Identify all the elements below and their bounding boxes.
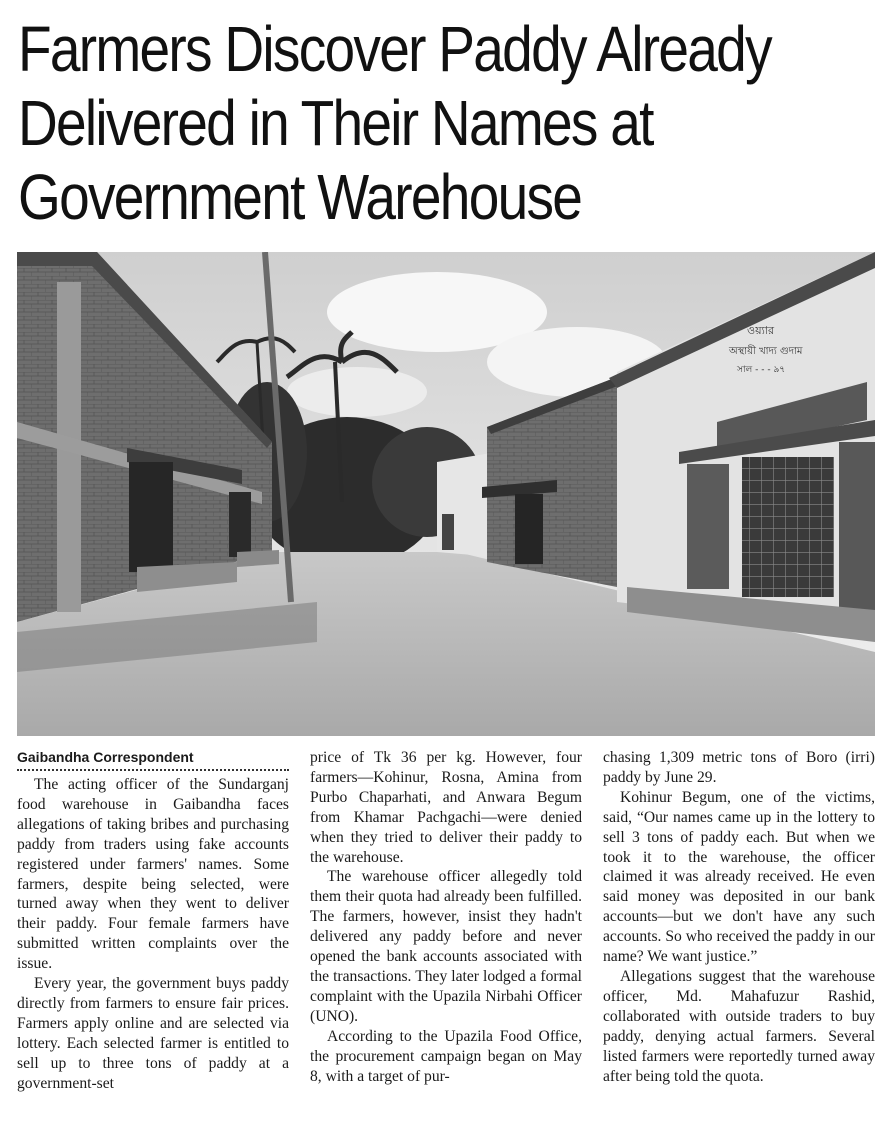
column-2 bbox=[310, 748, 582, 1086]
paragraph: price of Tk 36 per kg. However, four farmers—Kohinur, Rosna, Amina from Purbo Chaparhati, and Anwara Begum from Khamar Pachgachi—were denied when they tried to deliver their paddy to the warehouse. bbox=[310, 749, 582, 866]
warehouse-photo bbox=[17, 252, 875, 736]
wall-sign-line-3: সাল - - - ৯৭ bbox=[737, 365, 786, 375]
paragraph: Kohinur Begum, one of the victims, said, “Our names came up in the lottery to sell 3 tons of paddy each. But when we took it to the warehouse, the officer claimed it was already received. He even said money was deposited in our bank accounts—but we don't have any such accounts. So who received the paddy in our name? We want justice.” bbox=[603, 788, 875, 966]
column-1 bbox=[17, 748, 289, 1094]
paragraph: chasing 1,309 metric tons of Boro (irri) paddy by June 29. bbox=[603, 749, 875, 786]
wall-sign-line-2: অস্থায়ী খাদ্য গুদাম bbox=[729, 346, 803, 357]
article-body bbox=[17, 748, 875, 1133]
paragraph: The acting officer of the Sundarganj food warehouse in Gaibandha faces allegations of taking bribes and purchasing paddy from traders using fake accounts registered under farmers' names. Some farmers, despite being selected, were turned away when they went to deliver their paddy. Four female farmers have submitted written complaints over the issue. bbox=[17, 776, 289, 973]
paragraph: According to the Upazila Food Office, the procurement campaign began on May 8, with a target of pur- bbox=[310, 1027, 582, 1085]
byline: Gaibandha Correspondent bbox=[17, 748, 289, 771]
paragraph: The warehouse officer allegedly told them their quota had already been fulfilled. The farmers, however, insist they hadn't delivered any paddy before and never opened the bank accounts associated with the transactions. They later lodged a formal complaint with the Upazila Nirbahi Officer (UNO). bbox=[310, 868, 582, 1025]
paragraph: Every year, the government buys paddy directly from farmers to ensure fair prices. Farmers apply online and are selected via lottery. Each selected farmer is entitled to sell up to three tons of paddy at a government-set bbox=[17, 975, 289, 1092]
wall-sign-line-1: ওয়্যার bbox=[747, 324, 775, 337]
column-3 bbox=[603, 748, 875, 1086]
paragraph: Allegations suggest that the warehouse officer, Md. Mahafuzur Rashid, collaborated with outside traders to buy paddy, denying actual farmers. Several listed farmers were reportedly turned away after being told the quota. bbox=[603, 967, 875, 1085]
headline: Farmers Discover Paddy Already Delivered in Their Names at Government Warehouse bbox=[18, 13, 771, 233]
